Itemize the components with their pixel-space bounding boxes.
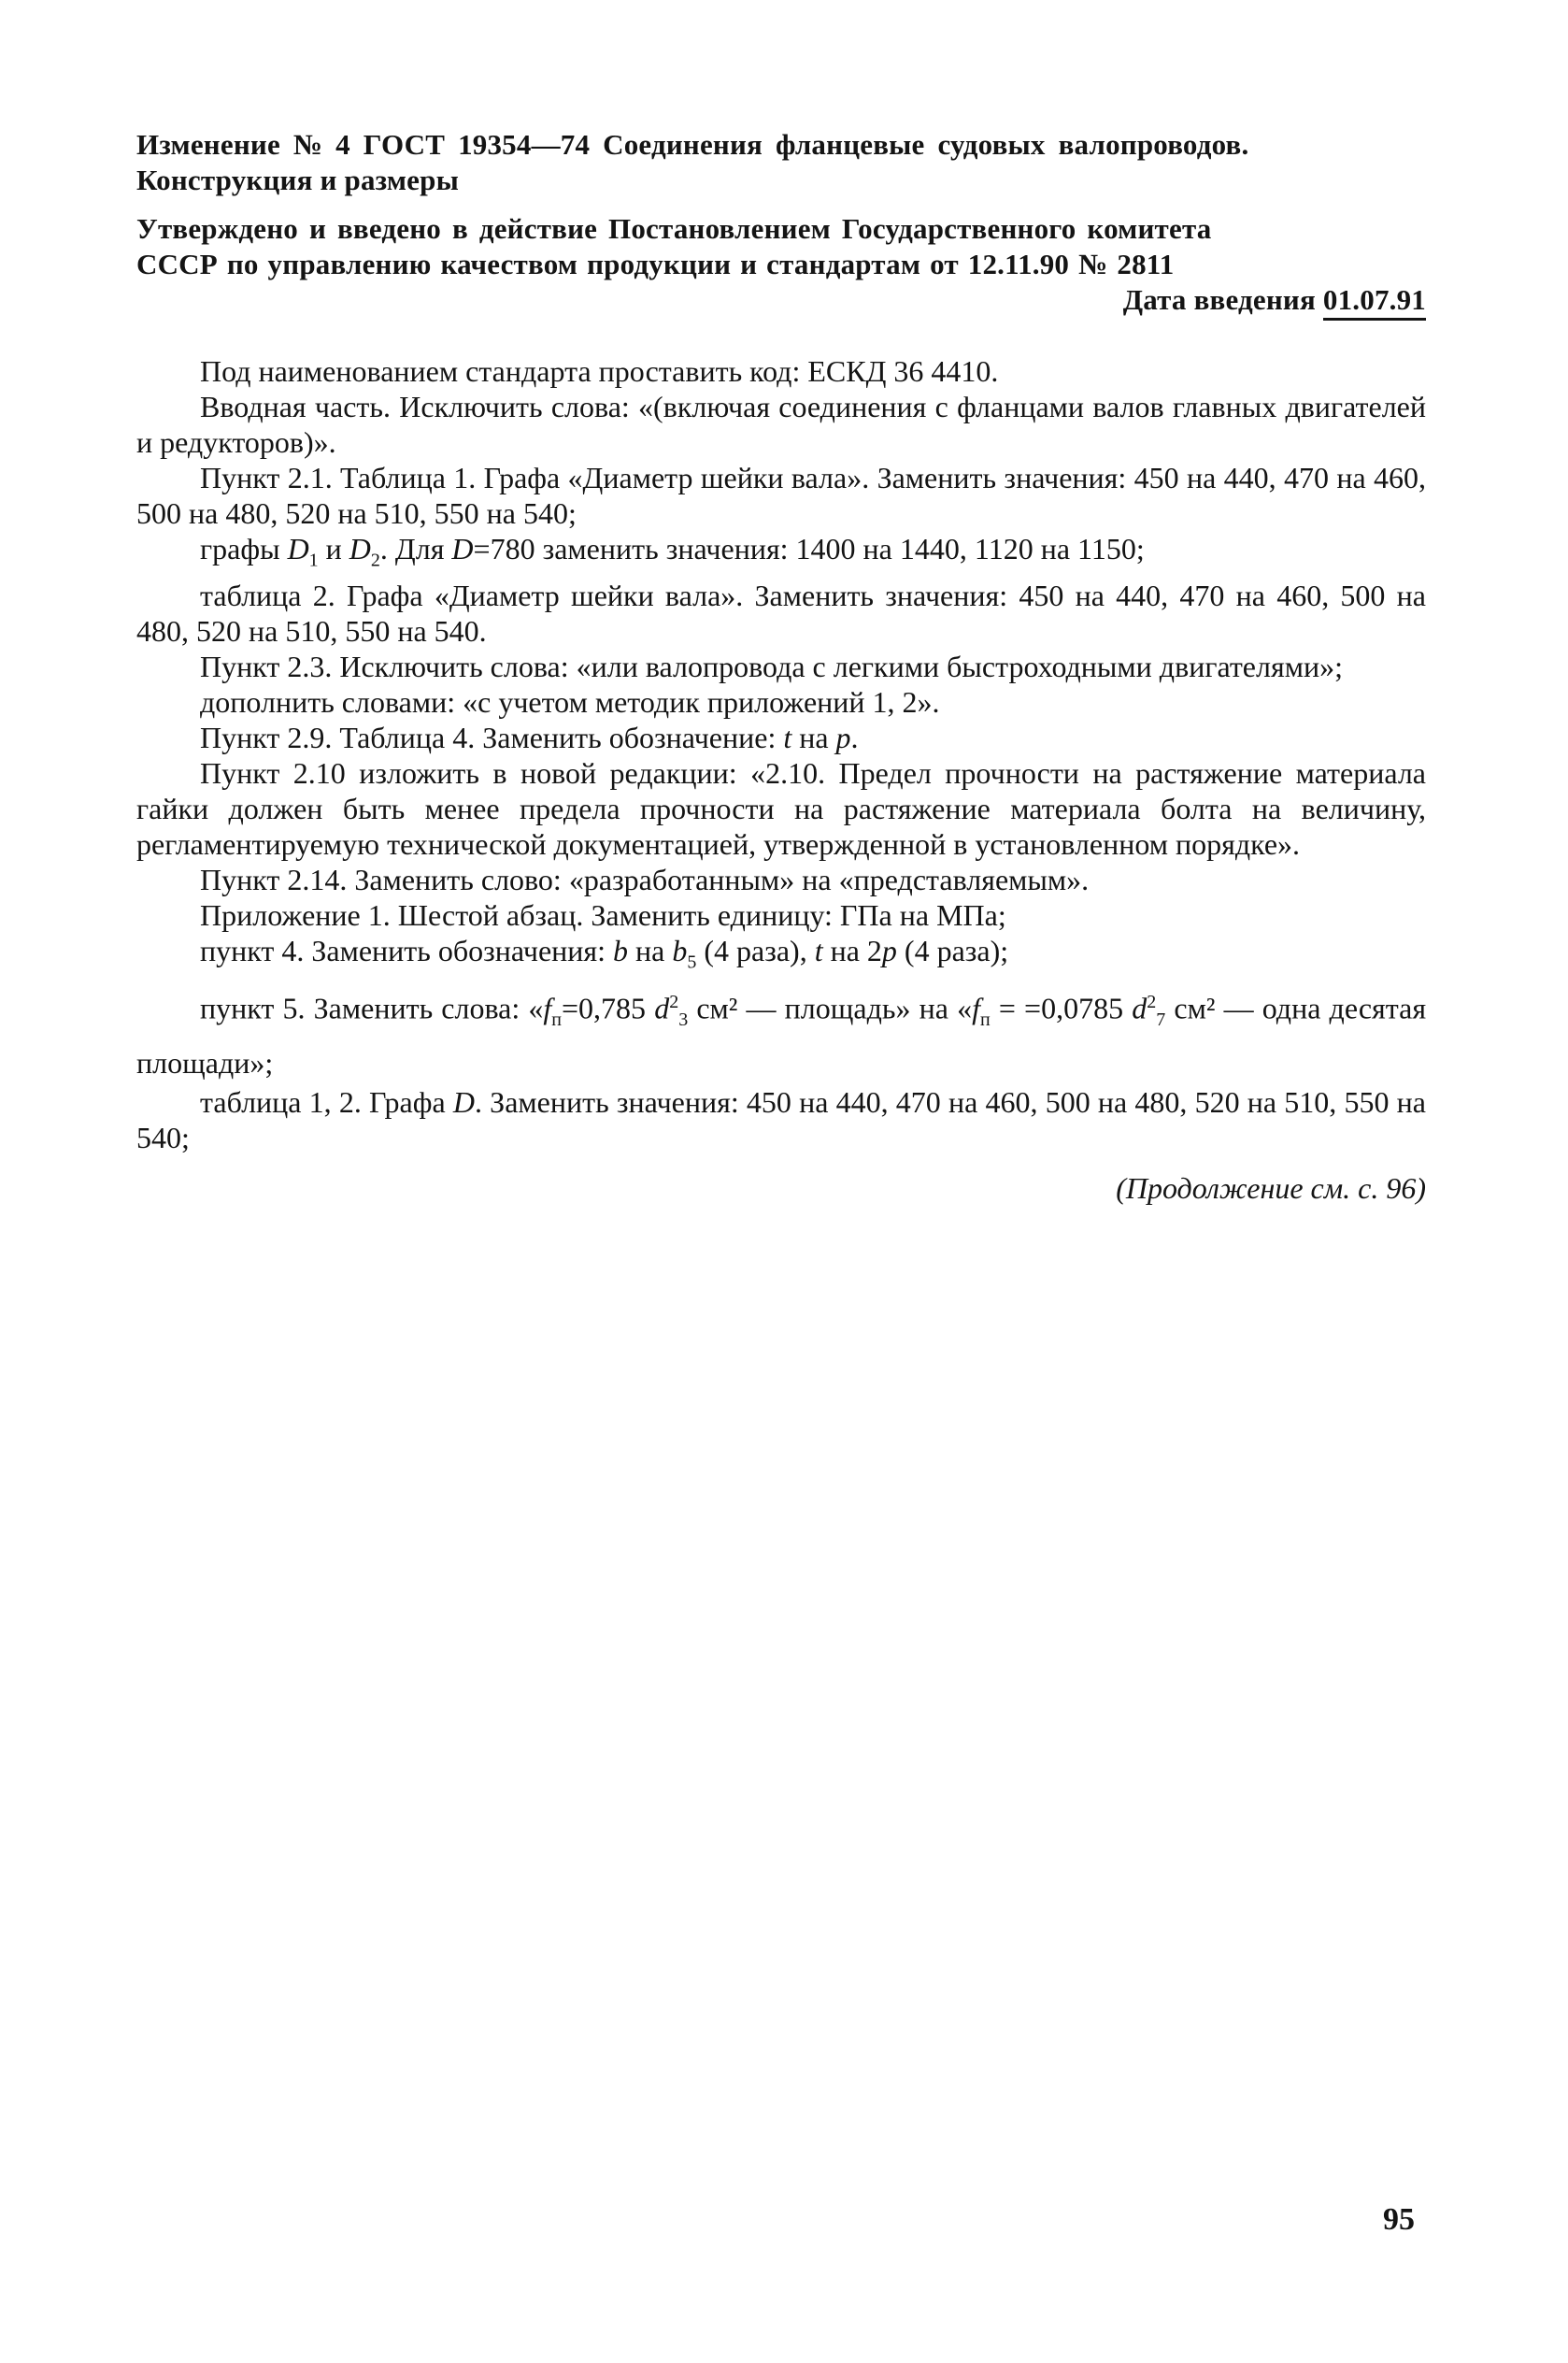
paragraph-item-4: пункт 4. Заменить обозначения: b на $b_5$ (4 раза), t на 2p (4 раза);	[200, 934, 1009, 973]
paragraph-supplement: дополнить словами: «с учетом методик приложений 1, 2».	[200, 685, 940, 720]
amendment-title	[136, 127, 1426, 198]
symbol-d1: D	[287, 532, 309, 566]
amendment-body	[136, 353, 1426, 1236]
title-line-1: Изменение № 4 ГОСТ 19354—74 Соединения фланцевые судовых валопроводов.	[136, 128, 1249, 161]
continued-note: (Продолжение см. с. 96)	[1116, 1170, 1426, 1205]
paragraph-code: Под наименованием стандарта проставить код: ЕСКД 36 4410.	[200, 354, 999, 388]
paragraph-2-9: Пункт 2.9. Таблица 4. Заменить обозначение: t на p.	[200, 721, 859, 755]
approval-block	[136, 211, 1426, 318]
paragraph-d1-d2: графы $D_1$ и $D_2$. Для D=780 заменить значения: 1400 на 1440, 1120 на 1150;	[200, 532, 1145, 571]
date-label: Дата введения	[1122, 283, 1316, 316]
paragraph-table-1-2: таблица 1, 2. Графа D. Заменить значения: 450 на 440, 470 на 460, 500 на 480, 520 на 510, 550 на 540;	[136, 1084, 1427, 1154]
approval-line-1: Утверждено и введено в действие Постановлением Государственного комитета	[136, 212, 1212, 245]
title-line-2: Конструкция и размеры	[136, 164, 459, 196]
effective-date	[136, 282, 1426, 318]
paragraph-2-1: Пункт 2.1. Таблица 1. Графа «Диаметр шейки вала». Заменить значения: 450 на 440, 470 на 460, 500 на 480, 520 на 510, 550 на 540;	[136, 461, 1426, 530]
symbol-t: t	[783, 721, 792, 755]
symbol-p: p	[835, 721, 851, 755]
paragraph-intro: Вводная часть. Исключить слова: «(включая соединения с фланцами валов главных двигателей и редукторов)».	[136, 390, 1426, 459]
paragraph-2-14: Пункт 2.14. Заменить слово: «разработанным» на «представляемым».	[200, 863, 1090, 897]
approval-line-2: СССР по управлению качеством продукции и стандартам от 12.11.90 № 2811	[136, 248, 1175, 280]
paragraph-2-3: Пункт 2.3. Исключить слова: «или валопровода с легкими быстроходными двигателями»;	[200, 650, 1343, 684]
symbol-d: D	[451, 532, 474, 566]
paragraph-table-2: таблица 2. Графа «Диаметр шейки вала». Заменить значения: 450 на 440, 470 на 460, 500 на 480, 520 на 510, 550 на 540.	[136, 579, 1426, 649]
symbol-d2: D	[349, 532, 371, 566]
paragraph-item-5: пункт 5. Заменить слова: «$f_п=0,785$ $d^2_3$ см² — площадь» на «$f_п = =0,0785$ $d^2_7$ см² — одна десятая площади»;	[136, 991, 1427, 1080]
paragraph-appendix-1: Приложение 1. Шестой абзац. Заменить единицу: ГПа на МПа;	[200, 898, 1006, 933]
date-value: 01.07.91	[1323, 283, 1426, 321]
paragraph-2-10: Пункт 2.10 изложить в новой редакции: «2.10. Предел прочности на растяжение материала гайки должен быть менее предела прочности на растяжение материала болта на величину, регламентируемую технической документацией, утвержденной в установленном порядке».	[136, 756, 1426, 862]
page-number: 95	[1383, 2202, 1415, 2237]
